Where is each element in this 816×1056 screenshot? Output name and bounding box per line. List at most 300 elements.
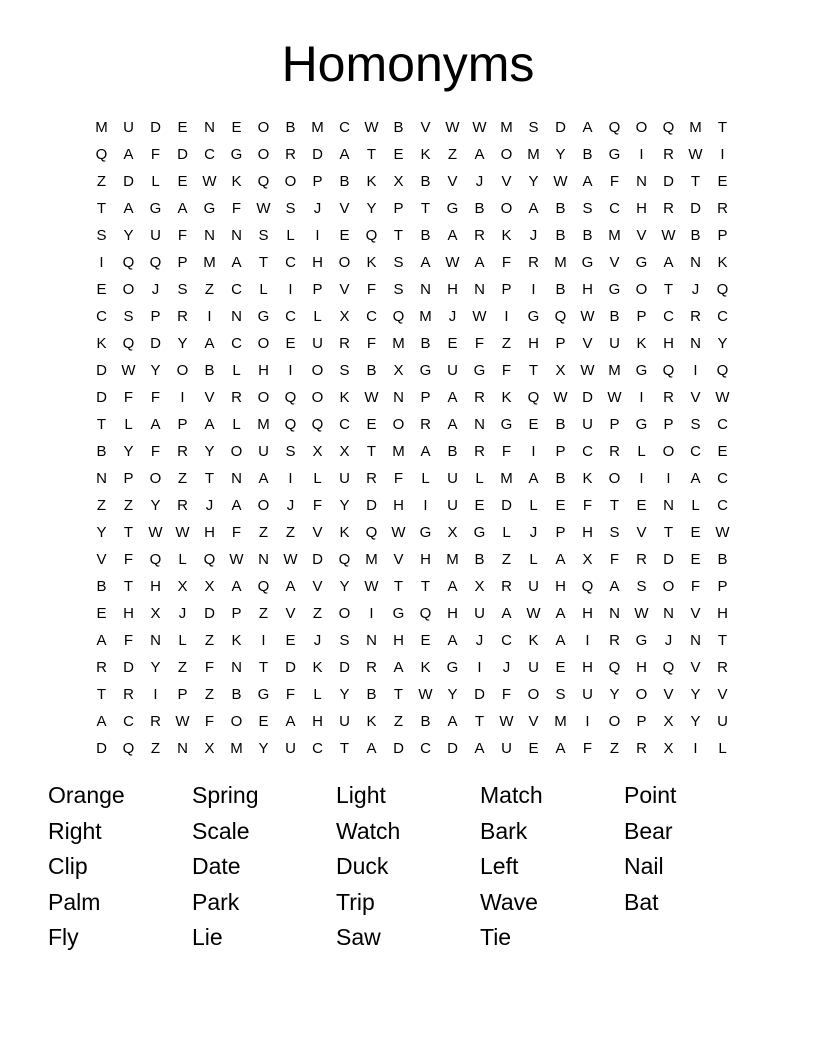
- grid-letter: N: [366, 632, 377, 649]
- grid-letter: S: [393, 281, 404, 298]
- grid-letter: Y: [177, 335, 188, 352]
- grid-letter: I: [288, 281, 293, 298]
- grid-letter: Y: [609, 686, 620, 703]
- grid-letter: N: [636, 173, 647, 190]
- grid-letter: P: [150, 308, 161, 325]
- grid-letter: R: [501, 578, 512, 595]
- grid-letter: G: [230, 146, 243, 163]
- grid-letter: Y: [690, 713, 701, 730]
- grid-letter: W: [148, 524, 163, 541]
- grid-letter: P: [555, 524, 566, 541]
- grid-letter: A: [474, 146, 485, 163]
- grid-letter: J: [529, 524, 538, 541]
- grid-letter: A: [420, 443, 431, 460]
- grid-letter: V: [636, 524, 647, 541]
- word-item: Trip: [336, 888, 375, 915]
- grid-letter: L: [232, 416, 241, 433]
- grid-letter: C: [690, 443, 701, 460]
- grid-letter: E: [366, 416, 377, 433]
- grid-letter: F: [501, 362, 512, 379]
- grid-letter: M: [419, 308, 432, 325]
- grid-letter: N: [420, 281, 431, 298]
- grid-letter: H: [150, 578, 161, 595]
- grid-letter: F: [150, 146, 161, 163]
- grid-letter: I: [639, 389, 644, 406]
- grid-letter: A: [555, 551, 566, 568]
- grid-letter: M: [689, 119, 702, 136]
- grid-row: [96, 708, 744, 735]
- grid-letter: I: [639, 146, 644, 163]
- grid-letter: Y: [447, 686, 458, 703]
- grid-letter: H: [123, 605, 134, 622]
- grid-letter: D: [393, 740, 404, 757]
- grid-letter: B: [582, 146, 593, 163]
- grid-letter: T: [258, 254, 269, 271]
- grid-letter: T: [123, 524, 134, 541]
- grid-letter: L: [124, 416, 133, 433]
- grid-letter: P: [663, 416, 674, 433]
- grid-letter: J: [664, 632, 673, 649]
- grid-letter: F: [366, 335, 377, 352]
- grid-letter: L: [502, 524, 511, 541]
- grid-letter: R: [339, 335, 350, 352]
- word-item: Match: [480, 782, 543, 808]
- grid-row: [96, 573, 744, 600]
- grid-letter: C: [285, 254, 296, 271]
- grid-letter: E: [690, 551, 701, 568]
- grid-letter: M: [608, 362, 621, 379]
- grid-letter: V: [582, 335, 593, 352]
- grid-letter: G: [635, 632, 648, 649]
- grid-letter: Z: [447, 146, 458, 163]
- grid-letter: G: [473, 362, 486, 379]
- grid-letter: M: [257, 416, 270, 433]
- grid-letter: R: [123, 686, 134, 703]
- grid-letter: I: [720, 146, 725, 163]
- word-item: Point: [624, 782, 677, 808]
- grid-letter: A: [555, 605, 566, 622]
- grid-letter: Z: [96, 173, 107, 190]
- grid-letter: V: [339, 281, 350, 298]
- grid-letter: O: [149, 470, 162, 487]
- grid-letter: R: [663, 200, 674, 217]
- grid-letter: R: [663, 389, 674, 406]
- grid-row: [96, 519, 744, 546]
- grid-letter: Z: [177, 659, 188, 676]
- grid-letter: R: [177, 497, 188, 514]
- grid-letter: I: [153, 686, 158, 703]
- grid-letter: O: [608, 470, 621, 487]
- grid-letter: D: [96, 389, 107, 406]
- grid-letter: D: [474, 686, 485, 703]
- grid-letter: N: [690, 632, 701, 649]
- grid-letter: J: [475, 173, 484, 190]
- grid-letter: A: [555, 740, 566, 757]
- grid-letter: T: [366, 146, 377, 163]
- grid-letter: D: [177, 146, 188, 163]
- grid-letter: Z: [609, 740, 620, 757]
- word-bank: [48, 778, 768, 956]
- grid-letter: S: [123, 308, 134, 325]
- grid-letter: R: [177, 443, 188, 460]
- grid-letter: H: [393, 497, 404, 514]
- grid-letter: F: [501, 686, 512, 703]
- grid-letter: N: [177, 740, 188, 757]
- grid-letter: J: [151, 281, 160, 298]
- grid-letter: T: [393, 686, 404, 703]
- grid-letter: V: [312, 524, 323, 541]
- grid-letter: S: [609, 524, 620, 541]
- grid-letter: W: [553, 389, 568, 406]
- grid-letter: E: [690, 524, 701, 541]
- grid-letter: G: [608, 146, 621, 163]
- grid-letter: O: [257, 389, 270, 406]
- grid-letter: X: [150, 605, 161, 622]
- grid-letter: M: [500, 119, 513, 136]
- grid-letter: P: [501, 281, 512, 298]
- grid-row: [96, 384, 744, 411]
- grid-letter: K: [420, 146, 431, 163]
- grid-letter: L: [178, 551, 187, 568]
- grid-letter: A: [231, 254, 242, 271]
- grid-letter: D: [690, 200, 701, 217]
- grid-letter: R: [285, 146, 296, 163]
- grid-letter: B: [420, 173, 431, 190]
- grid-letter: B: [447, 443, 458, 460]
- grid-letter: E: [555, 659, 566, 676]
- grid-letter: C: [285, 308, 296, 325]
- grid-letter: P: [717, 578, 728, 595]
- grid-letter: H: [420, 551, 431, 568]
- word-item: Nail: [624, 853, 664, 880]
- grid-letter: R: [609, 632, 620, 649]
- grid-letter: Q: [527, 389, 540, 406]
- grid-letter: O: [311, 389, 324, 406]
- grid-letter: C: [717, 308, 728, 325]
- grid-letter: N: [204, 119, 215, 136]
- grid-row: [96, 411, 744, 438]
- grid-letter: F: [312, 497, 323, 514]
- grid-letter: T: [420, 200, 431, 217]
- word-item: Bark: [480, 817, 528, 844]
- grid-letter: U: [123, 119, 134, 136]
- word-item: Bear: [624, 817, 673, 844]
- grid-letter: R: [663, 146, 674, 163]
- grid-letter: K: [231, 632, 242, 649]
- grid-letter: Q: [365, 227, 378, 244]
- grid-letter: J: [529, 227, 538, 244]
- grid-letter: Y: [339, 686, 350, 703]
- grid-letter: C: [717, 416, 728, 433]
- grid-letter: T: [339, 740, 350, 757]
- grid-letter: M: [527, 146, 540, 163]
- grid-letter: G: [446, 659, 459, 676]
- grid-letter: X: [312, 443, 323, 460]
- grid-letter: X: [393, 362, 404, 379]
- grid-letter: G: [635, 362, 648, 379]
- grid-letter: P: [717, 227, 728, 244]
- grid-letter: G: [608, 281, 621, 298]
- grid-letter: B: [285, 119, 296, 136]
- grid-letter: T: [717, 632, 728, 649]
- grid-letter: J: [313, 200, 322, 217]
- grid-letter: H: [582, 281, 593, 298]
- grid-letter: L: [313, 308, 322, 325]
- grid-letter: N: [258, 551, 269, 568]
- grid-letter: L: [259, 281, 268, 298]
- grid-letter: S: [582, 200, 593, 217]
- grid-letter: T: [393, 227, 404, 244]
- grid-letter: Q: [662, 362, 675, 379]
- grid-letter: T: [96, 200, 107, 217]
- grid-letter: O: [257, 146, 270, 163]
- grid-letter: Y: [150, 362, 161, 379]
- grid-letter: Q: [149, 254, 162, 271]
- grid-letter: B: [555, 281, 566, 298]
- grid-letter: C: [204, 146, 215, 163]
- grid-letter: C: [663, 308, 674, 325]
- grid-letter: M: [95, 119, 108, 136]
- grid-letter: B: [420, 227, 431, 244]
- grid-letter: R: [636, 551, 647, 568]
- grid-letter: R: [150, 713, 161, 730]
- grid-letter: N: [474, 281, 485, 298]
- word-item: Orange: [48, 782, 125, 808]
- grid-letter: W: [553, 173, 568, 190]
- grid-letter: K: [717, 254, 728, 271]
- grid-letter: A: [528, 470, 539, 487]
- grid-letter: C: [231, 335, 242, 352]
- grid-letter: K: [96, 335, 107, 352]
- grid-letter: Q: [662, 119, 675, 136]
- grid-letter: X: [204, 578, 215, 595]
- grid-letter: Q: [257, 578, 270, 595]
- grid-letter: O: [257, 335, 270, 352]
- word-item: Spring: [192, 782, 259, 808]
- grid-letter: C: [582, 443, 593, 460]
- grid-letter: W: [472, 119, 487, 136]
- grid-letter: U: [528, 578, 539, 595]
- grid-letter: E: [285, 632, 296, 649]
- grid-letter: R: [231, 389, 242, 406]
- grid-letter: G: [635, 254, 648, 271]
- grid-row: [96, 357, 744, 384]
- grid-letter: R: [474, 389, 485, 406]
- grid-letter: T: [609, 497, 620, 514]
- grid-letter: Y: [690, 686, 701, 703]
- grid-letter: T: [690, 173, 701, 190]
- grid-letter: X: [204, 740, 215, 757]
- word-item: Wave: [480, 888, 538, 915]
- word-column: [48, 778, 192, 956]
- grid-letter: P: [312, 173, 323, 190]
- grid-letter: Z: [150, 740, 161, 757]
- grid-letter: Q: [149, 551, 162, 568]
- grid-letter: D: [123, 659, 134, 676]
- grid-letter: W: [202, 173, 217, 190]
- grid-row: [96, 465, 744, 492]
- grid-letter: A: [447, 713, 458, 730]
- grid-letter: C: [312, 740, 323, 757]
- word-item: Left: [480, 853, 519, 880]
- grid-letter: S: [96, 227, 107, 244]
- grid-letter: P: [420, 389, 431, 406]
- grid-letter: E: [636, 497, 647, 514]
- grid-letter: U: [285, 740, 296, 757]
- grid-letter: E: [177, 119, 188, 136]
- grid-letter: Q: [608, 659, 621, 676]
- grid-letter: M: [608, 227, 621, 244]
- grid-letter: K: [501, 227, 512, 244]
- grid-letter: Q: [95, 146, 108, 163]
- grid-letter: C: [366, 308, 377, 325]
- grid-letter: A: [339, 146, 350, 163]
- grid-letter: Z: [177, 470, 188, 487]
- grid-letter: A: [258, 470, 269, 487]
- grid-letter: J: [475, 632, 484, 649]
- grid-letter: N: [204, 227, 215, 244]
- grid-letter: J: [691, 281, 700, 298]
- grid-letter: I: [369, 605, 374, 622]
- grid-letter: B: [555, 227, 566, 244]
- grid-letter: O: [635, 686, 648, 703]
- grid-letter: Y: [528, 173, 539, 190]
- grid-letter: W: [607, 389, 622, 406]
- grid-letter: H: [582, 524, 593, 541]
- grid-letter: Y: [339, 578, 350, 595]
- grid-letter: K: [636, 335, 647, 352]
- grid-letter: H: [636, 659, 647, 676]
- grid-letter: W: [445, 254, 460, 271]
- word-item: Watch: [336, 817, 401, 844]
- grid-letter: S: [690, 416, 701, 433]
- word-column: [624, 778, 768, 956]
- grid-letter: S: [285, 200, 296, 217]
- grid-letter: Y: [204, 443, 215, 460]
- grid-letter: V: [312, 578, 323, 595]
- grid-letter: P: [555, 443, 566, 460]
- grid-letter: A: [231, 578, 242, 595]
- grid-letter: W: [445, 119, 460, 136]
- grid-letter: M: [500, 470, 513, 487]
- grid-letter: Z: [285, 524, 296, 541]
- grid-letter: I: [288, 362, 293, 379]
- grid-letter: O: [500, 146, 513, 163]
- grid-letter: F: [123, 632, 134, 649]
- grid-letter: D: [150, 335, 161, 352]
- grid-letter: H: [528, 335, 539, 352]
- grid-letter: L: [637, 443, 646, 460]
- grid-letter: V: [609, 254, 620, 271]
- grid-letter: F: [150, 389, 161, 406]
- grid-letter: N: [96, 470, 107, 487]
- grid-letter: X: [447, 524, 458, 541]
- grid-letter: O: [635, 281, 648, 298]
- grid-letter: A: [609, 578, 620, 595]
- grid-letter: M: [230, 740, 243, 757]
- grid-letter: I: [99, 254, 104, 271]
- grid-letter: P: [636, 713, 647, 730]
- grid-letter: K: [366, 173, 377, 190]
- word-item: Saw: [336, 924, 381, 951]
- grid-letter: X: [474, 578, 485, 595]
- grid-letter: F: [231, 200, 242, 217]
- grid-letter: V: [636, 227, 647, 244]
- grid-letter: P: [609, 416, 620, 433]
- grid-letter: A: [447, 416, 458, 433]
- grid-letter: W: [661, 227, 676, 244]
- grid-letter: H: [582, 659, 593, 676]
- grid-letter: M: [203, 254, 216, 271]
- grid-letter: I: [477, 659, 482, 676]
- grid-letter: D: [96, 362, 107, 379]
- grid-letter: F: [285, 686, 296, 703]
- grid-letter: I: [315, 227, 320, 244]
- grid-letter: M: [365, 551, 378, 568]
- grid-letter: V: [501, 173, 512, 190]
- grid-letter: H: [636, 200, 647, 217]
- grid-letter: L: [529, 497, 538, 514]
- grid-letter: T: [204, 470, 215, 487]
- grid-letter: H: [204, 524, 215, 541]
- grid-letter: S: [555, 686, 566, 703]
- grid-letter: N: [393, 389, 404, 406]
- grid-letter: V: [339, 200, 350, 217]
- grid-letter: E: [285, 335, 296, 352]
- grid-letter: P: [231, 605, 242, 622]
- grid-row: [96, 600, 744, 627]
- grid-letter: A: [474, 254, 485, 271]
- grid-letter: A: [582, 173, 593, 190]
- grid-letter: R: [717, 200, 728, 217]
- grid-row: [96, 303, 744, 330]
- grid-row: [96, 222, 744, 249]
- grid-letter: T: [96, 686, 107, 703]
- grid-letter: I: [693, 740, 698, 757]
- grid-letter: F: [582, 740, 593, 757]
- grid-letter: B: [420, 335, 431, 352]
- grid-letter: D: [501, 497, 512, 514]
- grid-letter: B: [420, 713, 431, 730]
- grid-letter: G: [392, 605, 405, 622]
- grid-letter: A: [150, 416, 161, 433]
- grid-letter: A: [474, 740, 485, 757]
- grid-letter: R: [366, 470, 377, 487]
- grid-letter: H: [582, 605, 593, 622]
- grid-letter: F: [690, 578, 701, 595]
- grid-letter: A: [204, 416, 215, 433]
- grid-letter: L: [421, 470, 430, 487]
- grid-letter: Q: [662, 659, 675, 676]
- grid-letter: I: [666, 470, 671, 487]
- grid-letter: Z: [204, 686, 215, 703]
- grid-letter: Q: [284, 389, 297, 406]
- grid-letter: A: [663, 254, 674, 271]
- grid-letter: A: [285, 578, 296, 595]
- grid-letter: T: [663, 524, 674, 541]
- grid-letter: A: [123, 200, 134, 217]
- grid-letter: F: [231, 524, 242, 541]
- grid-letter: I: [693, 362, 698, 379]
- grid-letter: A: [420, 254, 431, 271]
- grid-letter: P: [636, 308, 647, 325]
- grid-letter: Z: [96, 497, 107, 514]
- grid-letter: P: [312, 281, 323, 298]
- grid-letter: L: [151, 173, 160, 190]
- grid-letter: Q: [311, 416, 324, 433]
- grid-letter: Y: [717, 335, 728, 352]
- grid-letter: B: [609, 308, 620, 325]
